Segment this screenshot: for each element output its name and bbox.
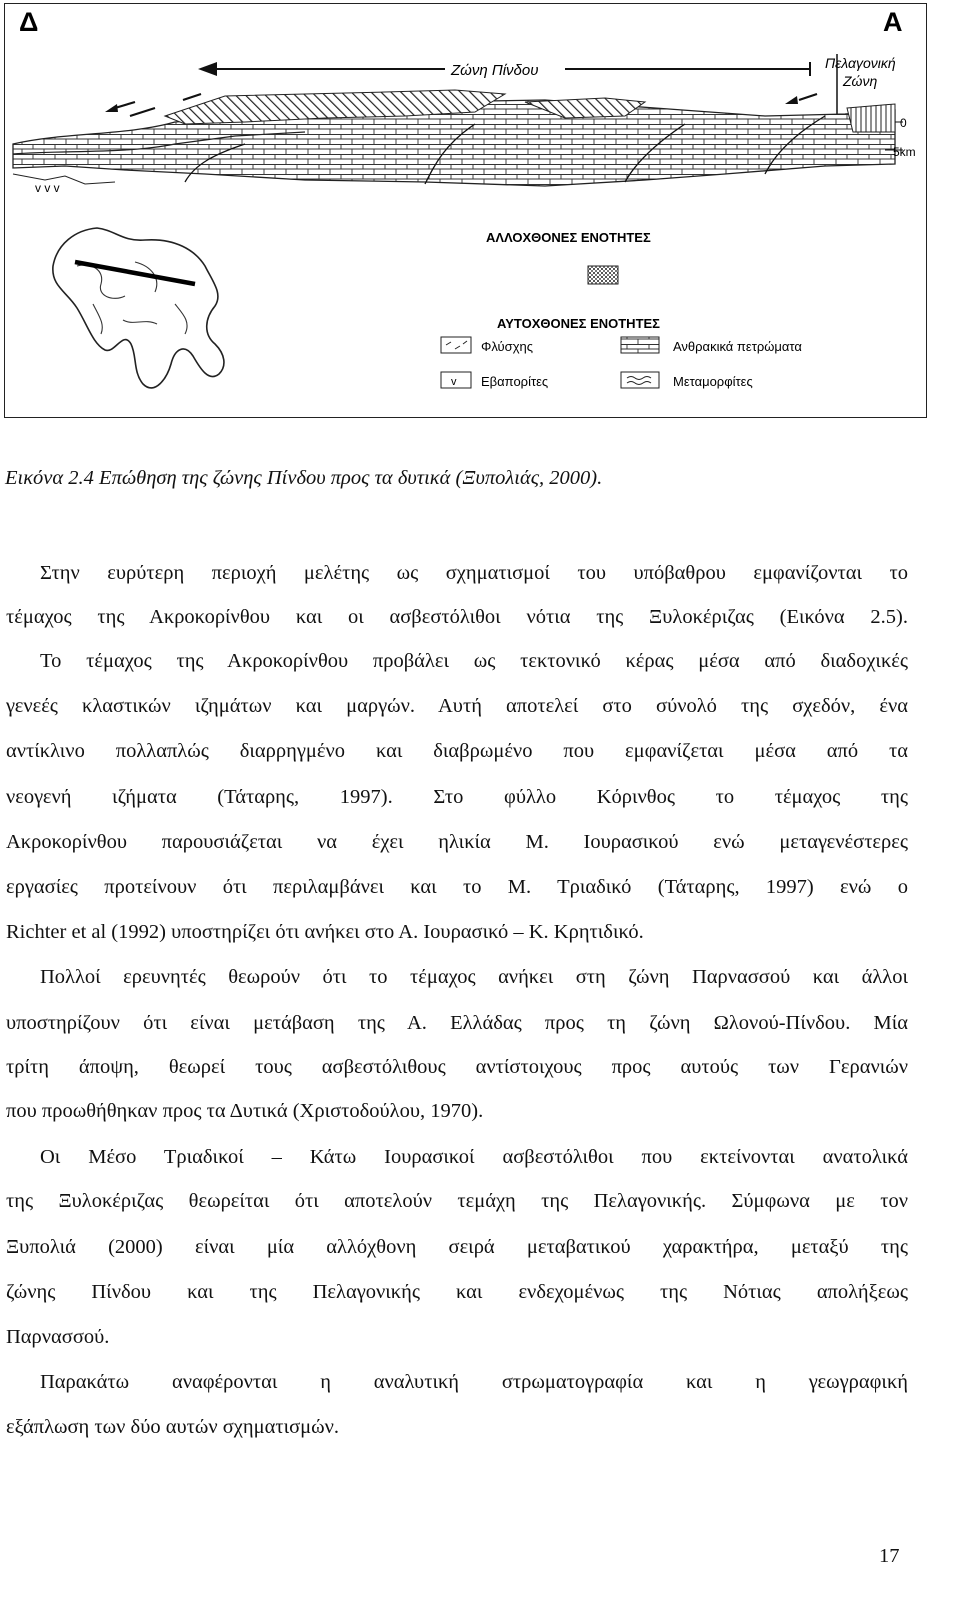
body-line-13: που προωθήθηκαν προς τα Δυτικά (Χριστοδούλου, 1970).: [6, 1100, 484, 1122]
legend-metamorphic-label: Μεταμορφίτες: [673, 374, 753, 389]
pelagonian-label-2: Ζώνη: [843, 73, 878, 89]
legend-flysch: [441, 337, 533, 354]
body-line-20: εξάπλωση των δύο αυτών σχηματισμών.: [6, 1416, 340, 1438]
body-line-3: Το τέμαχος της Ακροκορίνθου προβάλει ως τεκτονικό κέρας μέσα από διαδοχικές: [40, 650, 908, 672]
body-line-8: εργασίες προτείνουν ότι περιλαμβάνει και το Μ. Τριαδικό (Τάταρης, 1997) ενώ ο: [6, 876, 908, 898]
body-line-10: Πολλοί ερευνητές θεωρούν ότι το τέμαχος ανήκει στη ζώνη Παρνασσού και άλλοι: [40, 966, 908, 988]
legend-evaporites: [441, 372, 548, 389]
legend-evaporites-label: Εβαπορίτες: [481, 374, 549, 389]
legend-flysch-label: Φλύσχης: [481, 339, 534, 354]
corner-left-label: Δ: [19, 7, 39, 37]
body-line-7: Ακροκορίνθου παρουσιάζεται να έχει ηλικία Μ. Ιουρασικού ενώ μεταγενέστερες: [6, 831, 908, 853]
body-line-5: αντίκλινο πολλαπλώς διαρρηγμένο και διαβρωμένο που εμφανίζεται μέσα από τα: [6, 740, 908, 762]
legend-metamorphic: [621, 372, 753, 389]
svg-text:v v v: v v v: [35, 181, 60, 195]
legend-carbonate-label: Ανθρακικά πετρώματα: [673, 339, 802, 354]
figure-pindos-thrust: [4, 3, 927, 418]
body-line-19: Παρακάτω αναφέρονται η αναλυτική στρωματογραφία και η γεωγραφική: [40, 1371, 908, 1393]
body-line-9: Richter et al (1992) υποστηρίζει ότι ανήκει στο Α. Ιουρασικό – Κ. Κρητιδικό.: [6, 921, 644, 943]
autochthonous-title: ΑΥΤΟΧΘΟΝΕΣ ΕΝΟΤΗΤΕΣ: [497, 316, 660, 331]
body-line-6: νεογενή ιζήματα (Τάταρης, 1997). Στο φύλλο Κόρινθος το τέμαχος της: [6, 786, 908, 808]
pelagonian-label-1: Πελαγονική: [825, 55, 896, 71]
page-number: 17: [879, 1545, 900, 1567]
body-line-12: τρίτη άποψη, θεωρεί τους ασβεστόλιθους αντίστοιχους προς αυτούς των Γερανιών: [6, 1056, 908, 1078]
body-line-2: τέμαχος της Ακροκορίνθου και οι ασβεστόλιθοι νότια της Ξυλοκέριζας (Εικόνα 2.5).: [6, 606, 908, 628]
peloponnese-inset-map: [53, 228, 224, 388]
figure-caption: Εικόνα 2.4 Επώθηση της ζώνης Πίνδου προς τα δυτικά (Ξυπολιάς, 2000).: [5, 467, 603, 489]
body-line-17: ζώνης Πίνδου και της Πελαγονικής και ενδεχομένως της Νότιας απολήξεως: [6, 1281, 908, 1303]
corner-right-label: Α: [883, 7, 903, 37]
body-line-14: Οι Μέσο Τριαδικοί – Κάτω Ιουρασικοί ασβεστόλιθοι που εκτείνονται ανατολικά: [40, 1146, 908, 1168]
legend-carbonate: [621, 337, 802, 354]
svg-text:v: v: [451, 376, 457, 388]
depth-0-label: 0: [900, 116, 907, 130]
body-line-11: υποστηρίζουν ότι είναι μετάβαση της Α. Ελλάδας προς τη ζώνη Ωλονού-Πίνδου. Μία: [6, 1012, 908, 1034]
body-line-18: Παρνασσού.: [6, 1326, 110, 1348]
pindos-zone-label: Ζώνη Πίνδου: [451, 62, 539, 79]
body-line-1: Στην ευρύτερη περιοχή μελέτης ως σχηματισμοί του υπόβαθρου εμφανίζονται το: [40, 562, 908, 584]
body-line-16: Ξυπολιά (2000) είναι μία αλλόχθονη σειρά μεταβατικού χαρακτήρα, μεταξύ της: [6, 1236, 908, 1258]
body-line-15: της Ξυλοκέριζας θεωρείται ότι αποτελούν τεμάχη της Πελαγονικής. Σύμφωνα με τον: [6, 1190, 908, 1212]
allochthonous-swatch: [588, 266, 618, 284]
depth-5-label: 5km: [893, 145, 916, 159]
cross-section-diagram: [5, 4, 925, 416]
body-line-4: γενεές κλαστικών ιζημάτων και μαργών. Αυτή αποτελεί στο σύνολό της σχεδόν, ένα: [6, 695, 908, 717]
cross-section-body: [13, 90, 895, 195]
allochthonous-title: ΑΛΛΟΧΘΟΝΕΣ ΕΝΟΤΗΤΕΣ: [486, 230, 651, 245]
